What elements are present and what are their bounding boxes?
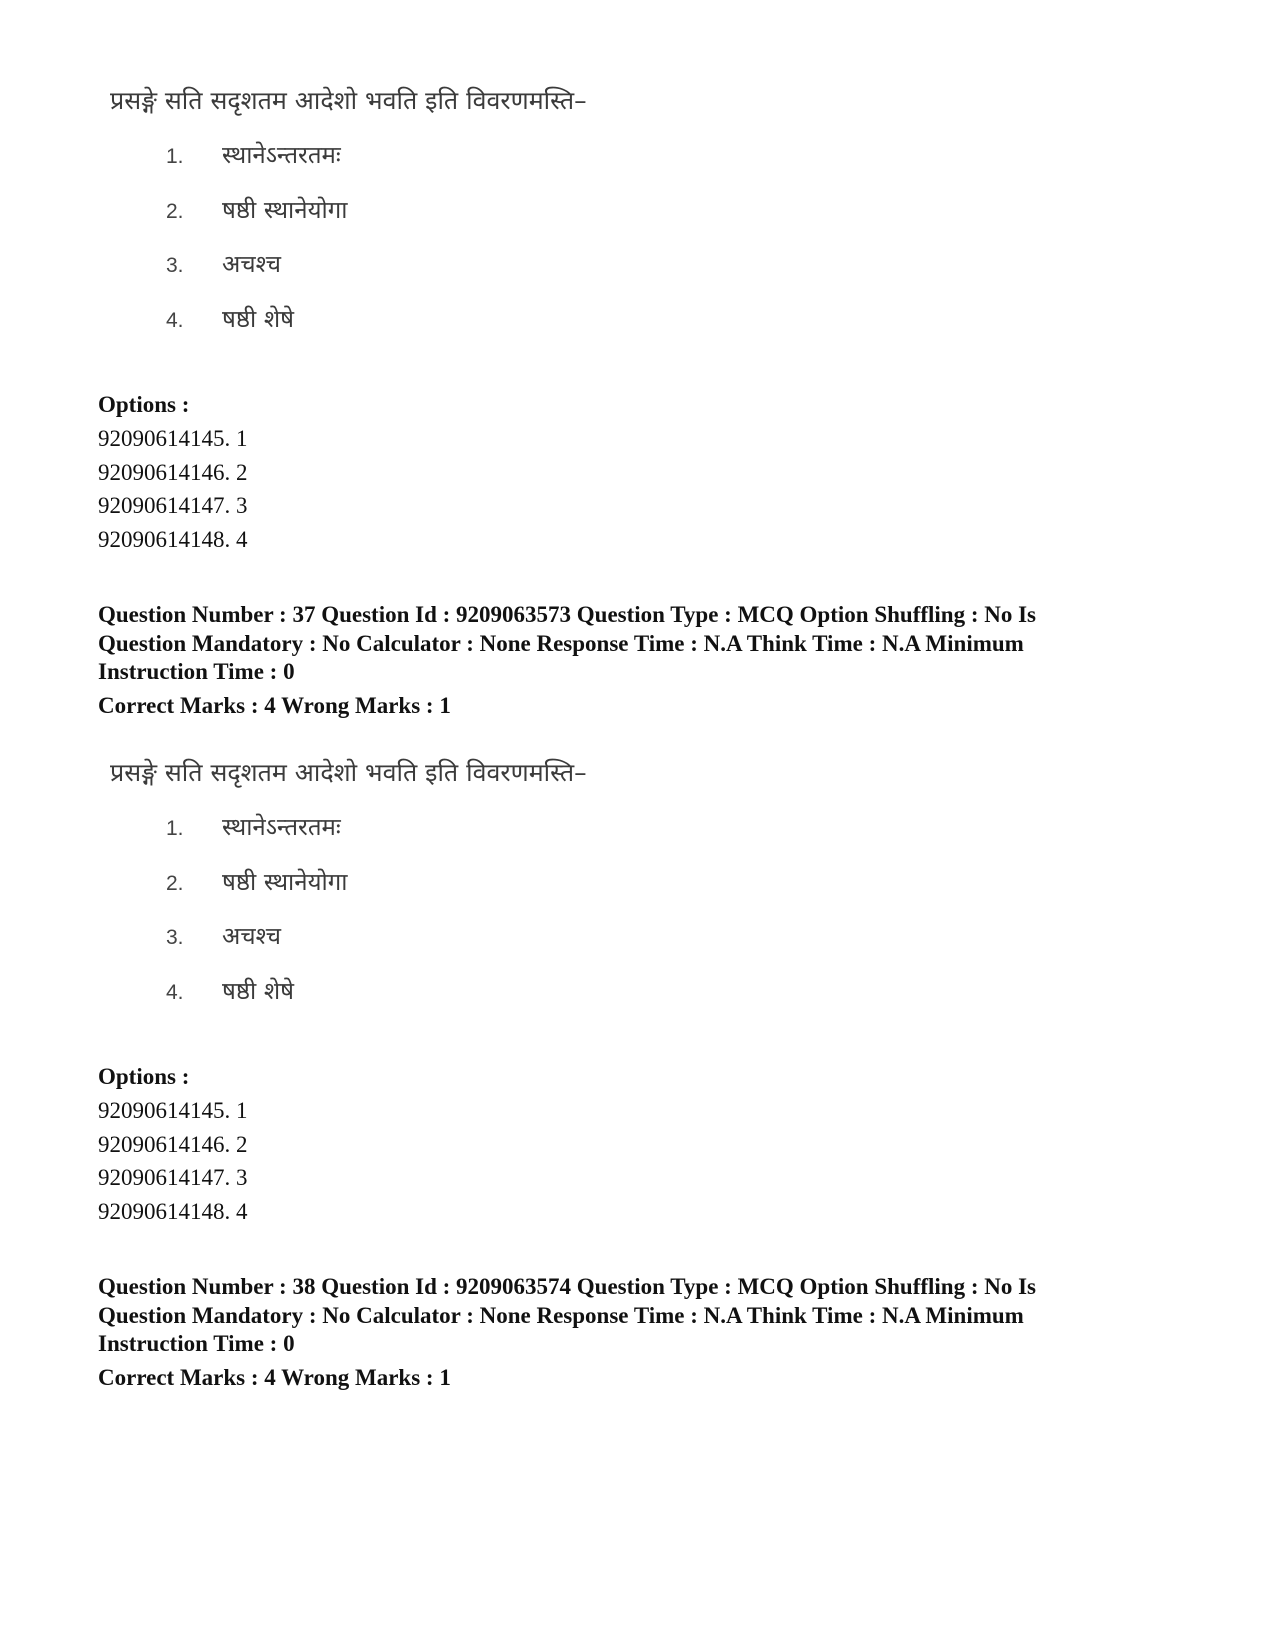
item-number: 1. <box>166 145 184 168</box>
item-number: 1. <box>166 817 184 840</box>
question-image <box>110 756 670 1005</box>
options-block <box>98 1060 248 1228</box>
marks-line: Correct Marks : 4 Wrong Marks : 1 <box>98 692 451 718</box>
list-item <box>166 138 341 171</box>
question-metadata <box>98 601 1118 720</box>
list-item <box>166 974 294 1007</box>
option-item: 92090614147. 3 <box>98 1165 248 1190</box>
meta-line: Question Number : 37 Question Id : 9209063573 Question Type : MCQ Option Shuffling : No Is <box>98 602 1037 627</box>
item-text: षष्ठी स्थानेयोगा <box>222 868 348 896</box>
list-item <box>166 865 347 898</box>
options-block <box>98 388 248 556</box>
meta-line: Question Mandatory : No Calculator : None Response Time : N.A Think Time : N.A Minimum <box>98 1302 1024 1328</box>
item-number: 4. <box>166 981 184 1004</box>
option-item: 92090614146. 2 <box>98 459 248 485</box>
item-text: अचश्च <box>222 922 282 950</box>
option-item: 92090614148. 4 <box>98 1198 248 1224</box>
item-number: 3. <box>166 926 184 949</box>
list-item <box>166 919 281 952</box>
item-text: षष्ठी स्थानेयोगा <box>222 196 348 224</box>
item-text: स्थानेऽन्तरतमः <box>222 813 341 841</box>
meta-line: Question Number : 38 Question Id : 9209063574 Question Type : MCQ Option Shuffling : No Is <box>98 1274 1037 1299</box>
item-text: अचश्च <box>222 250 282 278</box>
list-item <box>166 302 294 335</box>
item-number: 4. <box>166 309 184 332</box>
option-item: 92090614148. 4 <box>98 526 248 552</box>
option-item: 92090614147. 3 <box>98 493 248 518</box>
list-item <box>166 810 341 843</box>
question-stem: प्रसङ्गे सति सदृशतम आदेशो भवति इति विवरणमस्ति– <box>110 86 587 115</box>
list-item <box>166 193 347 226</box>
meta-line: Instruction Time : 0 <box>98 659 295 684</box>
item-text: स्थानेऽन्तरतमः <box>222 141 341 169</box>
item-text: षष्ठी शेषे <box>222 977 295 1005</box>
option-item: 92090614145. 1 <box>98 1098 248 1123</box>
question-image <box>110 84 670 333</box>
item-text: षष्ठी शेषे <box>222 305 295 333</box>
question-metadata <box>98 1273 1118 1392</box>
meta-line: Question Mandatory : No Calculator : None Response Time : N.A Think Time : N.A Minimum <box>98 630 1024 656</box>
option-item: 92090614145. 1 <box>98 426 248 451</box>
item-number: 3. <box>166 254 184 277</box>
options-heading: Options : <box>98 392 190 417</box>
item-number: 2. <box>166 872 184 895</box>
meta-line: Instruction Time : 0 <box>98 1331 295 1356</box>
marks-line: Correct Marks : 4 Wrong Marks : 1 <box>98 1364 451 1390</box>
option-item: 92090614146. 2 <box>98 1131 248 1157</box>
list-item <box>166 247 281 280</box>
question-stem: प्रसङ्गे सति सदृशतम आदेशो भवति इति विवरणमस्ति– <box>110 758 587 787</box>
item-number: 2. <box>166 200 184 223</box>
options-heading: Options : <box>98 1064 190 1089</box>
